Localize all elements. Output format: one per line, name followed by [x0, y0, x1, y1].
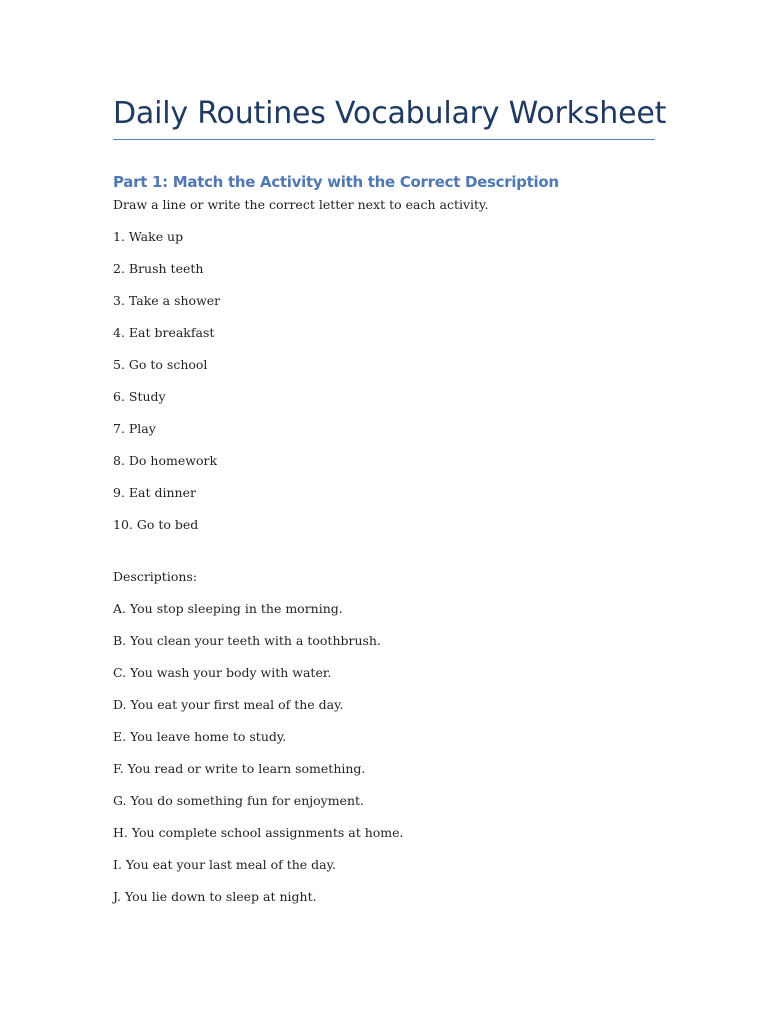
- activity-item: 1. Wake up: [113, 229, 184, 244]
- description-item: E. You leave home to study.: [113, 729, 287, 744]
- description-item: I. You eat your last meal of the day.: [113, 857, 336, 872]
- part1-heading: Part 1: Match the Activity with the Correct Description: [113, 173, 559, 191]
- activity-item: 8. Do homework: [113, 453, 218, 468]
- description-item: H. You complete school assignments at home.: [113, 825, 404, 840]
- description-item: D. You eat your first meal of the day.: [113, 697, 344, 712]
- activity-item: 9. Eat dinner: [113, 485, 196, 500]
- activity-item: 7. Play: [113, 421, 156, 436]
- description-item: F. You read or write to learn something.: [113, 761, 366, 776]
- activity-item: 10. Go to bed: [113, 517, 199, 532]
- activity-item: 4. Eat breakfast: [113, 325, 215, 340]
- description-item: A. You stop sleeping in the morning.: [113, 601, 343, 616]
- part1-instructions: Draw a line or write the correct letter next to each activity.: [113, 197, 489, 212]
- activity-item: 3. Take a shower: [113, 293, 221, 308]
- description-item: G. You do something fun for enjoyment.: [113, 793, 365, 808]
- descriptions-label: Descriptions:: [113, 569, 198, 584]
- activity-item: 2. Brush teeth: [113, 261, 204, 276]
- activity-item: 5. Go to school: [113, 357, 208, 372]
- description-item: J. You lie down to sleep at night.: [113, 889, 317, 904]
- description-item: B. You clean your teeth with a toothbrush.: [113, 633, 381, 648]
- title-underline: [113, 139, 655, 140]
- document-title: Daily Routines Vocabulary Worksheet: [113, 96, 667, 131]
- activity-item: 6. Study: [113, 389, 166, 404]
- description-item: C. You wash your body with water.: [113, 665, 332, 680]
